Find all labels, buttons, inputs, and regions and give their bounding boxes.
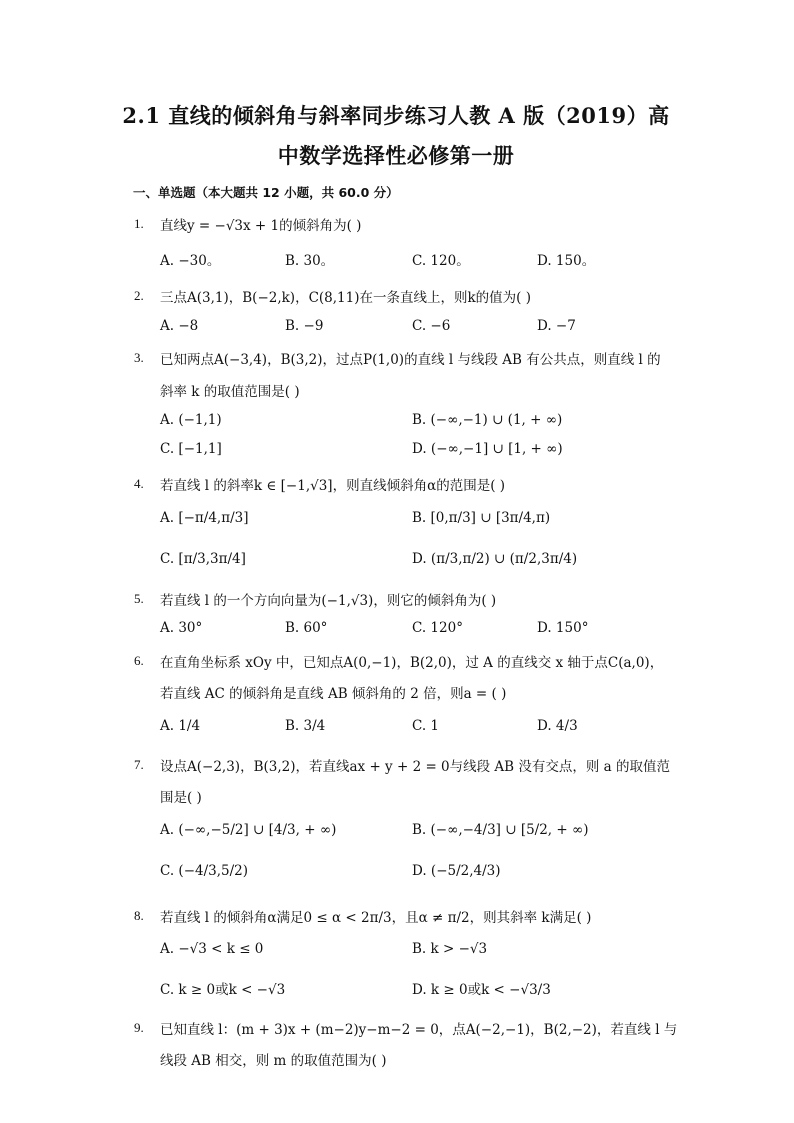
question-5-option-b: B. 60°: [285, 620, 328, 636]
question-2-stem: 三点A(3,1)，B(−2,k)，C(8,11)在一条直线上，则k的值为( ): [160, 290, 532, 306]
question-2-option-c: C. −6: [412, 318, 451, 334]
question-6-option-c: C. 1: [412, 718, 440, 734]
question-8-option-b: B. k > −√3: [412, 941, 488, 957]
question-5-option-d: D. 150°: [537, 620, 589, 636]
question-7-option-c: C. (−4/3,5/2): [160, 863, 249, 879]
question-7-stem-line-1: 设点A(−2,3)，B(3,2)，若直线ax + y + 2 = 0与线段 AB 没有交点，则 a 的取值范: [160, 759, 671, 775]
section-heading: 一、单选题（本大题共 12 小题，共 60.0 分）: [133, 185, 399, 200]
question-9-number: 9.: [134, 1020, 144, 1035]
question-8-option-d: D. k ≥ 0或k < −√3/3: [412, 982, 551, 998]
question-5-option-a: A. 30°: [160, 620, 203, 636]
question-4-option-a: A. [−π/4,π/3]: [160, 510, 249, 526]
question-6-option-d: D. 4/3: [537, 718, 578, 734]
question-1-option-a: A. −30。: [160, 253, 221, 269]
question-3-option-b: B. (−∞,−1) ∪ (1, + ∞): [412, 412, 563, 428]
question-9-stem-line-2: 线段 AB 相交，则 m 的取值范围为( ): [160, 1053, 387, 1069]
question-3-stem-line-2: 斜率 k 的取值范围是( ): [160, 384, 300, 400]
question-5-stem: 若直线 l 的一个方向向量为(−1,√3)，则它的倾斜角为( ): [160, 593, 497, 609]
question-7-stem-line-2: 围是( ): [160, 790, 202, 806]
question-6-number: 6.: [134, 653, 144, 668]
question-2-number: 2.: [134, 288, 144, 303]
question-8-option-a: A. −√3 < k ≤ 0: [160, 941, 264, 957]
question-7-number: 7.: [134, 757, 144, 772]
question-7-option-d: D. (−5/2,4/3): [412, 863, 501, 879]
question-6-stem-line-2: 若直线 AC 的倾斜角是直线 AB 倾斜角的 2 倍，则a = ( ): [160, 686, 507, 702]
question-1-stem: 直线y = −√3x + 1的倾斜角为( ): [160, 218, 362, 234]
question-1-option-b: B. 30。: [285, 253, 335, 269]
question-5-number: 5.: [134, 591, 144, 606]
question-6-option-a: A. 1/4: [160, 718, 201, 734]
question-6-option-b: B. 3/4: [285, 718, 326, 734]
question-3-number: 3.: [134, 350, 144, 365]
question-8-option-c: C. k ≥ 0或k < −√3: [160, 982, 286, 998]
question-4-option-c: C. [π/3,3π/4]: [160, 551, 246, 567]
question-1-option-d: D. 150。: [537, 253, 596, 269]
question-4-stem: 若直线 l 的斜率k ∈ [−1,√3]，则直线倾斜角α的范围是( ): [160, 478, 506, 494]
question-7-option-b: B. (−∞,−4/3] ∪ [5/2, + ∞): [412, 822, 589, 838]
question-4-option-b: B. [0,π/3] ∪ [3π/4,π): [412, 510, 551, 526]
question-3-option-c: C. [−1,1]: [160, 441, 222, 457]
question-4-number: 4.: [134, 476, 144, 491]
question-1-number: 1.: [134, 216, 144, 231]
question-6-stem-line-1: 在直角坐标系 xOy 中，已知点A(0,−1)，B(2,0)，过 A 的直线交 x 轴于点C(a,0)，: [160, 655, 664, 671]
question-2-option-b: B. −9: [285, 318, 324, 334]
question-8-number: 8.: [134, 908, 144, 923]
document-title-line-2: 中数学选择性必修第一册: [277, 143, 515, 168]
question-3-option-a: A. (−1,1): [160, 412, 222, 428]
question-2-option-a: A. −8: [160, 318, 199, 334]
document-title-line-1: 2.1 直线的倾斜角与斜率同步练习人教 A 版（2019）高: [122, 103, 670, 128]
question-8-stem: 若直线 l 的倾斜角α满足0 ≤ α < 2π/3，且α ≠ π/2，则其斜率 k满足( ): [160, 910, 592, 926]
question-2-option-d: D. −7: [537, 318, 576, 334]
question-3-option-d: D. (−∞,−1] ∪ [1, + ∞): [412, 441, 563, 457]
question-3-stem-line-1: 已知两点A(−3,4)，B(3,2)，过点P(1,0)的直线 l 与线段 AB 有公共点，则直线 l 的: [160, 352, 661, 368]
question-5-option-c: C. 120°: [412, 620, 463, 636]
question-7-option-a: A. (−∞,−5/2] ∪ [4/3, + ∞): [160, 822, 337, 838]
question-9-stem-line-1: 已知直线 l：(m + 3)x + (m−2)y−m−2 = 0，点A(−2,−1)，B(2,−2)，若直线 l 与: [160, 1022, 678, 1038]
question-4-option-d: D. (π/3,π/2) ∪ (π/2,3π/4): [412, 551, 578, 567]
question-1-option-c: C. 120。: [412, 253, 470, 269]
